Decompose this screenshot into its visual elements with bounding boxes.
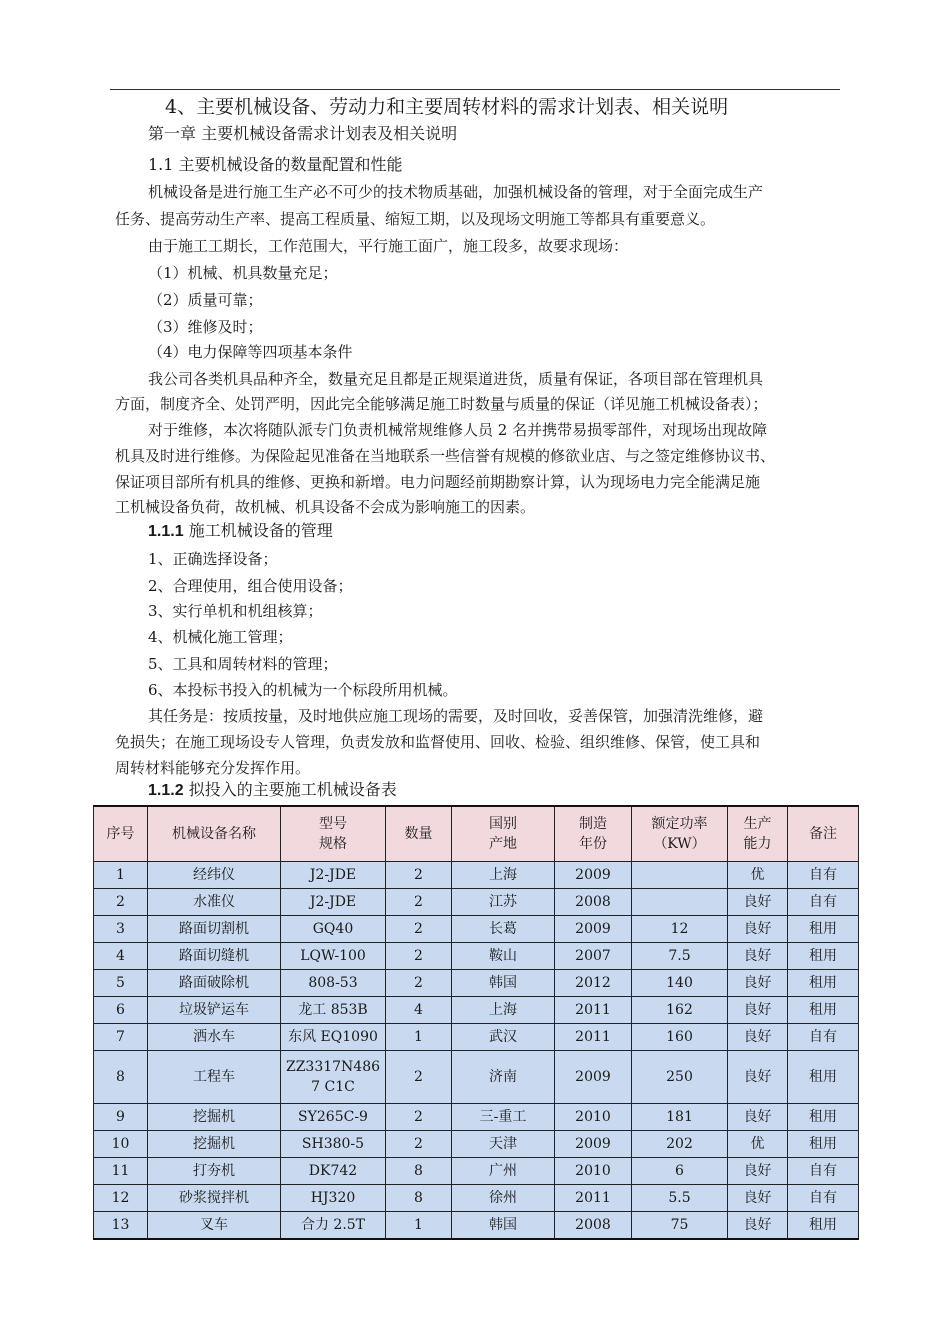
table-row (94, 1104, 859, 1131)
table-cell: 工程车 (148, 1051, 281, 1104)
table-cell: 韩国 (452, 1212, 555, 1240)
page-title: 4、主要机械设备、劳动力和主要周转材料的需求计划表、相关说明 (165, 96, 729, 118)
table-row (94, 1185, 859, 1212)
table-cell: 良好 (728, 889, 788, 916)
header-rule (110, 89, 840, 90)
header-text: 能力 (743, 836, 772, 852)
table-cell: 挖掘机 (148, 1104, 281, 1131)
mgmt-line: 免损失；在施工现场设专人管理，负责发放和监督使用、回收、检验、组织维修、保管，使工具和 (115, 733, 761, 751)
requirement-item: （4）电力保障等四项基本条件 (148, 343, 353, 361)
table-row (94, 889, 859, 916)
table-cell: 2008 (555, 1212, 632, 1240)
header-text: 序号 (106, 826, 135, 842)
table-cell: 徐州 (452, 1185, 555, 1212)
table-cell: 7 (94, 1024, 148, 1051)
table-cell: 鞍山 (452, 943, 555, 970)
table-cell: 良好 (728, 1024, 788, 1051)
intro-line: 机具及时进行维修。为保险起见准备在当地联系一些信誉有规模的修欲业店、与之签定维修协议书、 (115, 447, 776, 465)
table-cell: J2-JDE (281, 862, 386, 889)
table-cell: GQ40 (281, 916, 386, 943)
table-cell: 10 (94, 1131, 148, 1158)
header-text: 年份 (579, 836, 607, 852)
table-cell: 1 (94, 862, 148, 889)
header-text: 制造 (579, 816, 607, 832)
table-cell: 韩国 (452, 970, 555, 997)
table-row (94, 1051, 859, 1104)
table-cell: 租用 (788, 997, 859, 1024)
table-body (94, 862, 859, 1240)
table-cell: 自有 (788, 1024, 859, 1051)
table-cell: DK742 (281, 1158, 386, 1185)
table-cell: 租用 (788, 943, 859, 970)
table-cell: 租用 (788, 970, 859, 997)
mgmt-item: 6、本投标书投入的机械为一个标段所用机械。 (148, 681, 458, 699)
header-text: 型号 (319, 816, 347, 832)
table-cell: 6 (632, 1158, 728, 1185)
table-cell: 租用 (788, 1212, 859, 1240)
table-cell: 2010 (555, 1104, 632, 1131)
table-cell: 优 (728, 862, 788, 889)
table-cell: 良好 (728, 1212, 788, 1240)
table-cell: 3 (94, 916, 148, 943)
requirement-item: （3）维修及时； (148, 318, 263, 336)
table-cell: 2011 (555, 997, 632, 1024)
intro-line: 机械设备是进行施工生产必不可少的技术物质基础，加强机械设备的管理，对于全面完成生产 (148, 183, 764, 201)
table-cell: 叉车 (148, 1212, 281, 1240)
table-cell: 垃圾铲运车 (148, 997, 281, 1024)
table-cell: 广州 (452, 1158, 555, 1185)
header-cell (728, 806, 788, 862)
table-cell: 162 (632, 997, 728, 1024)
header-cell (632, 806, 728, 862)
table-cell: 2008 (555, 889, 632, 916)
table-cell (632, 889, 728, 916)
table-cell: 武汉 (452, 1024, 555, 1051)
table-cell: 路面破除机 (148, 970, 281, 997)
subsection-heading-1 (148, 521, 333, 542)
table-row (94, 943, 859, 970)
header-text: 生产 (743, 816, 772, 832)
table-row (94, 1212, 859, 1240)
table-cell: ZZ3317N4867 C1C (281, 1051, 386, 1104)
header-text: 额定功率 (651, 816, 708, 832)
intro-line: 工机械设备负荷，故机械、机具设备不会成为影响施工的因素。 (115, 498, 536, 516)
table-cell: 5 (94, 970, 148, 997)
table-cell: 路面切割机 (148, 916, 281, 943)
subsection-text: 施工机械设备的管理 (188, 521, 333, 540)
table-cell: 路面切缝机 (148, 943, 281, 970)
header-text: 产地 (489, 836, 517, 852)
table-row (94, 916, 859, 943)
table-row (94, 1158, 859, 1185)
table-cell: 天津 (452, 1131, 555, 1158)
table-cell: 洒水车 (148, 1024, 281, 1051)
table-cell: 202 (632, 1131, 728, 1158)
table-cell: 13 (94, 1212, 148, 1240)
table-cell: 租用 (788, 1104, 859, 1131)
mgmt-item: 3、实行单机和机组核算； (148, 602, 323, 620)
chapter-heading: 第一章 主要机械设备需求计划表及相关说明 (148, 124, 458, 143)
header-cell (555, 806, 632, 862)
table-cell: 经纬仪 (148, 862, 281, 889)
table-cell: 良好 (728, 1185, 788, 1212)
intro-line: 任务、提高劳动生产率、提高工程质量、缩短工期，以及现场文明施工等都具有重要意义。 (115, 210, 716, 228)
table-cell: 自有 (788, 1185, 859, 1212)
subsection-number: 1.1.2 (148, 782, 184, 799)
mgmt-item: 2、合理使用，组合使用设备； (148, 577, 353, 595)
table-cell: 12 (94, 1185, 148, 1212)
table-cell: 2012 (555, 970, 632, 997)
table-row (94, 997, 859, 1024)
table-cell: 2011 (555, 1185, 632, 1212)
table-cell: 2 (386, 889, 452, 916)
equipment-table (93, 805, 859, 1240)
table-cell: 良好 (728, 943, 788, 970)
table-cell: 5.5 (632, 1185, 728, 1212)
table-cell: 租用 (788, 1051, 859, 1104)
table-row (94, 1131, 859, 1158)
table-cell: 自有 (788, 1158, 859, 1185)
table-cell: 上海 (452, 997, 555, 1024)
header-cell (452, 806, 555, 862)
table-cell: 75 (632, 1212, 728, 1240)
table-cell: 2 (386, 1051, 452, 1104)
table-cell: 优 (728, 1131, 788, 1158)
table-cell: SY265C-9 (281, 1104, 386, 1131)
table-cell: 良好 (728, 997, 788, 1024)
table-cell: 挖掘机 (148, 1131, 281, 1158)
header-text: 备注 (809, 826, 837, 842)
table-cell: 良好 (728, 1051, 788, 1104)
header-row (94, 806, 859, 862)
subsection-number: 1.1.1 (148, 523, 184, 540)
intro-line: 对于维修，本次将随队派专门负责机械常规维修人员 2 名并携带易损零部件，对现场出现故障 (148, 421, 768, 439)
table-cell: 4 (94, 943, 148, 970)
header-cell (281, 806, 386, 862)
table-cell: 自有 (788, 889, 859, 916)
requirement-item: （1）机械、机具数量充足； (148, 264, 338, 282)
table-cell: 12 (632, 916, 728, 943)
section-heading: 1.1 主要机械设备的数量配置和性能 (148, 155, 403, 174)
header-cell (788, 806, 859, 862)
table-cell: 2 (94, 889, 148, 916)
table-cell: 2009 (555, 1131, 632, 1158)
table-cell: 三-重工 (452, 1104, 555, 1131)
table-cell: 2007 (555, 943, 632, 970)
table-cell: 1 (386, 1024, 452, 1051)
table-cell: 上海 (452, 862, 555, 889)
table-cell: 8 (386, 1185, 452, 1212)
table-cell: 2 (386, 970, 452, 997)
table-cell: 龙工 853B (281, 997, 386, 1024)
table-cell: 砂浆搅拌机 (148, 1185, 281, 1212)
table-cell: SH380-5 (281, 1131, 386, 1158)
table-cell: 160 (632, 1024, 728, 1051)
header-text: 国别 (489, 816, 517, 832)
table-cell: 水准仪 (148, 889, 281, 916)
table-cell: 7.5 (632, 943, 728, 970)
table-cell: 江苏 (452, 889, 555, 916)
table-cell: 2009 (555, 862, 632, 889)
header-cell (94, 806, 148, 862)
table-cell: 2010 (555, 1158, 632, 1185)
mgmt-item: 4、机械化施工管理； (148, 628, 293, 646)
table-cell: 租用 (788, 916, 859, 943)
table-cell: 808-53 (281, 970, 386, 997)
table-cell: 8 (386, 1158, 452, 1185)
table-row (94, 1024, 859, 1051)
table-cell: J2-JDE (281, 889, 386, 916)
intro-line: 方面，制度齐全、处罚严明，因此完全能够满足施工时数量与质量的保证（详见施工机械设备表）； (115, 395, 768, 413)
table-cell: 2 (386, 1131, 452, 1158)
table-cell: 181 (632, 1104, 728, 1131)
table-cell: 140 (632, 970, 728, 997)
header-text: 机械设备名称 (172, 826, 256, 842)
mgmt-line: 周转材料能够充分发挥作用。 (115, 759, 311, 777)
requirement-item: （2）质量可靠； (148, 291, 263, 309)
header-text: 规格 (319, 836, 347, 852)
table-cell: 2009 (555, 1051, 632, 1104)
table-row (94, 970, 859, 997)
table-header (94, 806, 859, 862)
table-cell: 东风 EQ1090 (281, 1024, 386, 1051)
table-row (94, 862, 859, 889)
table-cell: 打夯机 (148, 1158, 281, 1185)
table-cell: 2 (386, 943, 452, 970)
header-cell (386, 806, 452, 862)
mgmt-item: 5、工具和周转材料的管理； (148, 655, 338, 673)
table-cell: 4 (386, 997, 452, 1024)
table-cell: 8 (94, 1051, 148, 1104)
header-cell (148, 806, 281, 862)
table-cell: 2 (386, 916, 452, 943)
table-cell: 良好 (728, 916, 788, 943)
intro-line: 由于施工工期长，工作范围大，平行施工面广，施工段多，故要求现场： (148, 237, 629, 255)
table-cell: 良好 (728, 970, 788, 997)
mgmt-item: 1、正确选择设备； (148, 550, 278, 568)
header-text: （KW） (653, 836, 706, 852)
table-cell: LQW-100 (281, 943, 386, 970)
subsection-text: 拟投入的主要施工机械设备表 (188, 780, 397, 799)
intro-line: 我公司各类机具品种齐全，数量充足且都是正规渠道进货，质量有保证，各项目部在管理机具 (148, 370, 764, 388)
intro-line: 保证项目部所有机具的维修、更换和新增。电力问题经前期勘察计算，认为现场电力完全能满足施 (115, 473, 761, 491)
header-text: 数量 (404, 826, 433, 842)
table-cell: HJ320 (281, 1185, 386, 1212)
table-cell: 良好 (728, 1104, 788, 1131)
subsection-heading-2 (148, 780, 397, 801)
table-cell: 2009 (555, 916, 632, 943)
table-cell: 1 (386, 1212, 452, 1240)
table-cell: 长葛 (452, 916, 555, 943)
table-cell: 9 (94, 1104, 148, 1131)
table-cell: 济南 (452, 1051, 555, 1104)
table-cell: 合力 2.5T (281, 1212, 386, 1240)
table-cell: 良好 (728, 1158, 788, 1185)
table-cell: 2 (386, 1104, 452, 1131)
table-cell: 2 (386, 862, 452, 889)
table-cell: 11 (94, 1158, 148, 1185)
table-cell: 6 (94, 997, 148, 1024)
table-cell: 租用 (788, 1131, 859, 1158)
table-cell: 250 (632, 1051, 728, 1104)
table-cell: 自有 (788, 862, 859, 889)
table-cell: 2011 (555, 1024, 632, 1051)
mgmt-line: 其任务是：按质按量，及时地供应施工现场的需要，及时回收，妥善保管，加强清洗维修，避 (148, 707, 764, 725)
table-cell (632, 862, 728, 889)
